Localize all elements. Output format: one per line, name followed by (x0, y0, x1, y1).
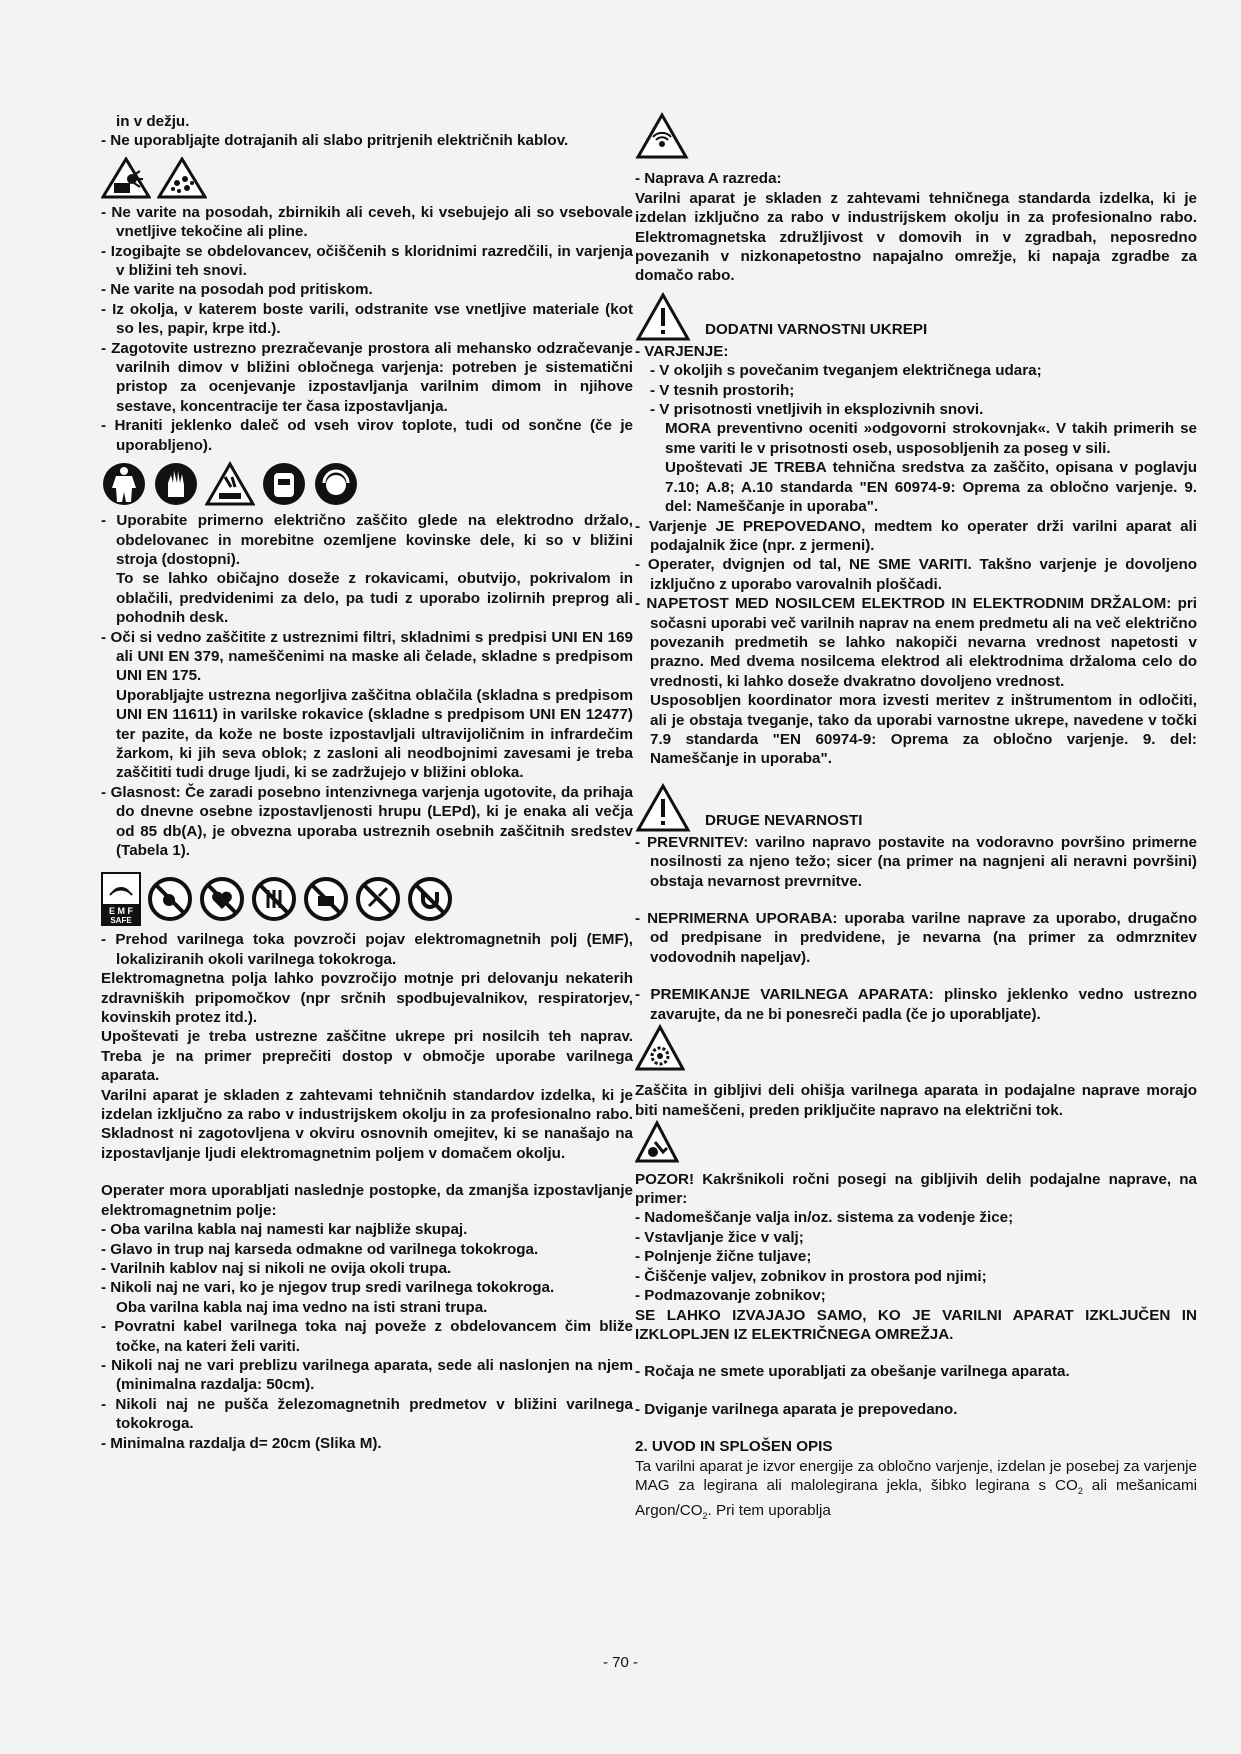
right-column (635, 112, 1197, 1527)
page-number: - 70 - (602, 1654, 638, 1671)
list-item: - Operater, dvignjen od tal, NE SME VARITI. Takšno varjenje je dovoljeno izključno z uporabo varovalnih ploščadi. (635, 556, 1197, 593)
list-item: - Glavo in trup naj karseda odmakne od varilnega tokokroga. (101, 1240, 539, 1258)
paragraph: in v dežju. (116, 113, 190, 130)
paragraph: MORA preventivno oceniti »odgovorni strokovnjak«. V takih primerih se sme variti le v prisotnosti oseb, usposobljenih za poseg v sili. (665, 420, 1197, 457)
list-item: - Nikoli naj ne vari, ko je njegov trup sredi varilnega tokokroga. (101, 1279, 555, 1297)
list-item: - Povratni kabel varilnega toka naj poveže z obdelovancem čim bliže točke, na kateri želi variti. (101, 1318, 633, 1355)
section-title: 2. UVOD IN SPLOŠEN OPIS (635, 1438, 833, 1456)
paragraph: Upoštevati je treba ustrezne zaščitne ukrepe pri nosilcih teh naprav. Treba je na primer preprečiti dostop v območje uporabe varilnega aparata. (101, 1028, 633, 1085)
list-item: - Ne varite na posodah, zbirnikih ali ceveh, ki vsebujejo ali so vsebovale vnetljive tekočine ali pline. (101, 203, 633, 241)
list-item: - Naprava A razreda: (635, 170, 782, 188)
paragraph: Operater mora uporabljati naslednje postopke, da zmanjša izpostavljanje elektromagnetnim polje: (101, 1182, 633, 1219)
paragraph: Varilni aparat je skladen z zahtevami tehničnega standarda izdelka, ki je izdelan izključno za rabo v industrijskem okolju in za profesionalno rabo. Elektromagnetska združljivost v domovih in v zgradbah, neposredno povezanih v nizkonapetostno napajalno omrežje, ki napaja zgradbe za domačo rabo. (635, 189, 1197, 285)
list-item: - NEPRIMERNA UPORABA: uporaba varilne naprave za uporabo, drugačno od predpisane in predvidene, je nevarna (na primer za odmrznitev vodovodnih napeljav). (635, 910, 1197, 966)
list-item: - Zagotovite ustrezno prezračevanje prostora ali mehansko odzračevanje varilnih dimov v bližini obločnega varjenja: potreben je sistematični pristop za ocenjevanje izpostavljanja varilnim dimom in njihove sestave, koncentracije ter časa izpostavljanja. (101, 339, 633, 415)
list-item: - Polnjenje žične tuljave; (635, 1248, 812, 1266)
list-item: - Ne varite na posodah pod pritiskom. (101, 281, 373, 299)
text-run: . Pri tem uporablja (707, 1502, 831, 1520)
paragraph: Elektromagnetna polja lahko povzročijo motnje pri delovanju nekaterih zdravniških pripomočkov (npr srčnih spodbujevalnikov, respiratorjev, kovinskih protez itd.). (101, 970, 633, 1027)
warning-icon (635, 783, 691, 833)
section-title: DRUGE NEVARNOSTI (705, 812, 863, 830)
list-item: - Ne uporabljajte dotrajanih ali slabo pritrjenih električnih kablov. (101, 132, 569, 150)
list-item: - Varilnih kablov naj si nikoli ne ovija okoli trupa. (101, 1259, 452, 1277)
explosion-hazard-icon (101, 157, 151, 199)
subscript: 2 (1077, 1485, 1083, 1496)
paragraph: POZOR! Kakršnikoli ročni posegi na gibljivih delih podajalne naprave, na primer: (635, 1170, 1197, 1208)
emf-icons-row (101, 872, 633, 926)
list-item: - Podmazovanje zobnikov; (635, 1287, 826, 1305)
left-column (101, 112, 633, 1453)
no-heart-device-icon (199, 876, 245, 922)
section-title: DODATNI VARNOSTNI UKREPI (705, 321, 928, 339)
protective-clothing-icon (101, 461, 147, 507)
list-item: - NAPETOST MED NOSILCEM ELEKTROD IN ELEKTRODNIM DRŽALOM: pri sočasni uporabi več varilnih naprav na enem predmetu ali na več električno povezanih predmetih se lahko nakopiči nevarna vrednost napetosti v prazno. Med dvema nosilcema elektrod ali elektrodnima držaloma celo do vrednosti, ki lahko doseže dvakratno dovoljeno vrednost. (635, 595, 1197, 690)
paragraph: SE LAHKO IZVAJAJO SAMO, KO JE VARILNI APARAT IZKLJUČEN IN IZKLOPLJEN IZ ELEKTRIČNEGA OMREŽJA. (635, 1306, 1197, 1343)
list-item: - Minimalna razdalja d= 20cm (Slika M). (101, 1434, 382, 1452)
list-item: - Hraniti jeklenko daleč od vseh virov toplote, tudi od sončne (če je uporabljeno). (101, 417, 633, 454)
radio-interference-warning-icon (635, 112, 689, 160)
paragraph: Usposobljen koordinator mora izvesti meritev z inštrumentom in odločiti, ali je obstaja tveganje, tako da uporabi varnostne ukrepe, navedene v točki 7.9 standarda "EN 60974-9: Oprema za obločno varjenje. 9. del: Nameščanje in uporaba". (650, 692, 1197, 768)
text-run: ali mešanicami Argon/CO (635, 1476, 1197, 1520)
list-item: - PREVRNITEV: varilno napravo postavite na vodoravno površino primerne nosilnosti za njeno težo; sicer (na primer na nagnjeni ali neravni površini) obstaja nevarnost prevrnitve. (635, 833, 1197, 890)
list-item: - Izogibajte se obdelovancev, očiščenih s kloridnimi razredčili, in varjenja v bližini teh snovi. (101, 242, 633, 280)
list-item: - Varjenje JE PREPOVEDANO, medtem ko operater drži varilni aparat ali podajalnik žice (npr. z jermeni). (635, 517, 1197, 554)
fire-hazard-icon (157, 157, 207, 199)
paragraph (635, 1457, 1197, 1527)
paragraph: Oba varilna kabla naj ima vedno na isti strani trupa. (116, 1298, 488, 1316)
list-item: - Nikoli naj ne pušča železomagnetnih predmetov v bližini varilnega tokokroga. (101, 1395, 633, 1433)
subscript: 2 (702, 1511, 708, 1522)
list-item: - PREMIKANJE VARILNEGA APARATA: plinsko jeklenko vedno ustrezno zavarujte, da ne bi ponesreči padla (če jo uporabljate). (635, 986, 1197, 1023)
list-item: - Prehod varilnega toka povzroči pojav elektromagnetnih polj (EMF), lokaliziranih okoli varilnega tokokroga. (101, 931, 633, 968)
no-tools-icon (355, 876, 401, 922)
paragraph: - VARJENJE: (635, 342, 729, 360)
list-item: - Nikoli naj ne vari preblizu varilnega aparata, sede ali naslonjen na njem (minimalna razdalja: 50cm). (101, 1356, 633, 1394)
list-item: - Vstavljanje žice v valj; (635, 1228, 804, 1246)
emf-safe-icon (101, 872, 141, 926)
list-item: - Uporabite primerno električno zaščito glede na elektrodno držalo, obdelovanec in morebitne ozemljene kovinske dele, ki so v bližini stroja (dostopni). (101, 512, 633, 568)
section-header (635, 292, 1197, 342)
paragraph: Varilni aparat je skladen z zahtevami tehničnih standardov izdelka, ki je izdelan izključno za rabo v industrijskem okolju in za profesionalno rabo. Skladnost ni zagotovljena v okviru osnovnih omejitev, ki se nanašajo na izpostavljanje ljudi elektromagnetnim poljem v domačem okolju. (101, 1086, 633, 1162)
list-item: - V tesnih prostorih; (650, 381, 795, 399)
welding-mask-icon (261, 461, 307, 507)
ear-protection-icon (313, 461, 359, 507)
list-item: - Iz okolja, v katerem boste varili, odstranite vse vnetljive materiale (kot so les, papir, krpe itd.). (101, 300, 633, 338)
list-item: - Dviganje varilnega aparata je prepovedano. (635, 1400, 958, 1418)
text-run: Ta varilni aparat je izvor energije za obločno varjenje, izdelan je posebej za varjenje MAG za legirana ali malolegirana jekla, šibko legirana s (635, 1457, 1197, 1494)
svg-text:SAFE: SAFE (110, 916, 132, 926)
svg-text:E M F: E M F (109, 906, 133, 917)
paragraph: To se lahko običajno doseže z rokavicami, obutvijo, pokrivalom in oblačili, predvidenimi za delo, pa tudi z uporabo izolirnih preprog ali pohodnih desk. (116, 570, 633, 627)
list-item: - Ročaja ne smete uporabljati za obešanje varilnega aparata. (635, 1363, 1070, 1381)
list-item: - Oba varilna kabla naj namesti kar najbliže skupaj. (101, 1221, 468, 1239)
text-run: CO (1055, 1476, 1078, 1494)
hand-crush-warning-icon (635, 1120, 679, 1164)
paragraph: Uporabljajte ustrezna negorljiva zaščitna oblačila (skladna s predpisom UNI EN 11611) in varilske rokavice (skladne s predpisom UNI EN 12477) ter pazite, da kože ne boste izpostavljali ultravijoličnim in infrardečim žarkom, ki jih seva oblok; z zasloni ali neodbojnimi zavesami je treba zaščititi tudi druge ljudi, ki se zadržujejo v bližini obloka. (116, 686, 633, 782)
ppe-icons-row (101, 461, 633, 507)
no-pacemaker-icon (147, 876, 193, 922)
moving-parts-warning-icon (635, 1024, 685, 1072)
corrosive-hazard-icon (205, 461, 255, 507)
warning-icon (635, 292, 691, 342)
no-metal-implant-icon (251, 876, 297, 922)
paragraph: Zaščita in gibljivi deli ohišja varilnega aparata in podajalne naprave morajo biti nameščeni, preden priključite napravo na električni tok. (635, 1082, 1197, 1119)
no-magnetic-objects-icon (407, 876, 453, 922)
list-item: - Glasnost: Če zaradi posebno intenzivnega varjenja ugotovite, da prihaja do dnevne osebne izpostavljenosti hrupu (LEPd), ki je enaka ali večja od 85 db(A), je obvezna uporaba ustreznih osebnih zaščitnih sredstev (Tabela 1). (101, 783, 633, 859)
list-item: - Čiščenje valjev, zobnikov in prostora pod njimi; (635, 1267, 987, 1285)
gloves-icon (153, 461, 199, 507)
hazard-icons-row (101, 157, 633, 199)
section-header (635, 783, 1197, 833)
list-item: - Nadomeščanje valja in/oz. sistema za vodenje žice; (635, 1209, 1014, 1227)
no-watch-icon (303, 876, 349, 922)
list-item: - V okoljih s povečanim tveganjem električnega udara; (650, 362, 1042, 380)
list-item: - V prisotnosti vnetljivih in eksplozivnih snovi. (650, 401, 984, 419)
list-item: - Oči si vedno zaščitite z ustreznimi filtri, skladnimi s predpisi UNI EN 169 ali UNI EN 379, nameščenimi na maske ali čelade, skladne s predpisom UNI EN 175. (101, 628, 633, 685)
paragraph: Upoštevati JE TREBA tehnična sredstva za zaščito, opisana v poglavju 7.10; A.8; A.10 standarda "EN 60974-9: Oprema za obločno varjenje. 9. del: Nameščanje in uporaba". (665, 459, 1197, 516)
